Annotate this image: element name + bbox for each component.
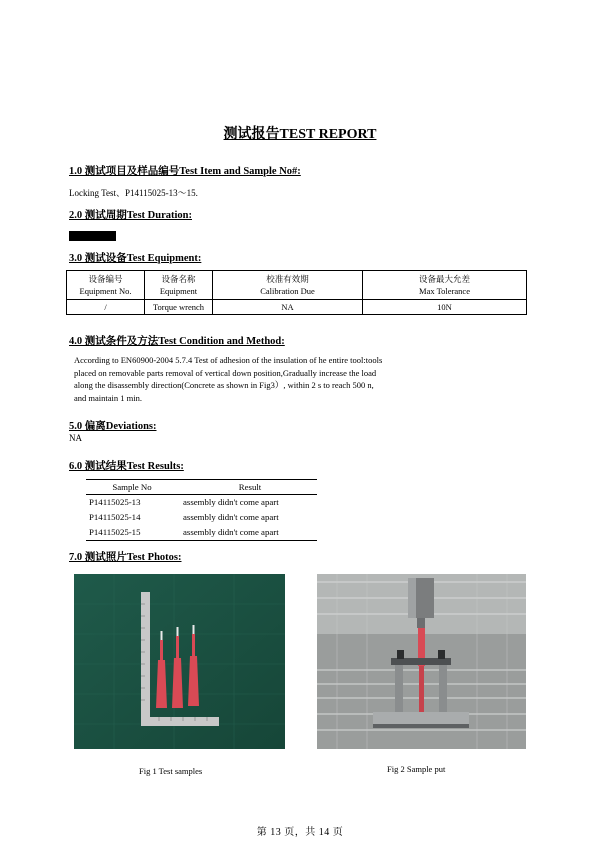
method-line: According to EN60900-2004 5.7.4 Test of adhesion of the insulation of he entire tool:tools xyxy=(74,355,383,365)
fig2-caption: Fig 2 Sample put xyxy=(387,764,446,774)
header-cell xyxy=(67,271,145,300)
header-en: Calibration Due xyxy=(260,286,315,296)
method-line: along the disassembly direction(Concrete as shown in Fig3）, within 2 s to reach 500 n, xyxy=(74,380,374,390)
results-table xyxy=(86,479,317,541)
page-number: 第 13 页，共 14 页 xyxy=(256,827,344,838)
results-header xyxy=(86,480,317,495)
test-samples-photo-image xyxy=(74,574,285,749)
redaction-bar xyxy=(69,231,116,241)
header-en: Equipment No. xyxy=(79,286,132,296)
equipment-table-header xyxy=(67,271,527,300)
section-2-heading: 2.0 测试周期Test Duration: xyxy=(69,210,192,221)
header-cell xyxy=(363,271,527,300)
section-3-heading: 3.0 测试设备Test Equipment: xyxy=(69,253,202,264)
equipment-table xyxy=(66,270,527,315)
result: assembly didn't come apart xyxy=(183,497,279,507)
report-title: 测试报告TEST REPORT xyxy=(223,127,377,142)
section-1-text: Locking Test、P14115025-13～15. xyxy=(69,188,198,198)
header-cn: 设备编号 xyxy=(88,274,123,284)
results-col-header: Sample No xyxy=(86,480,175,495)
header-cell xyxy=(213,271,363,300)
table-row xyxy=(86,525,317,541)
method-paragraph xyxy=(74,354,484,404)
method-line: placed on removable parts removal of vertical down position,Gradually increase the load xyxy=(74,367,377,378)
sample-no: P14115025-15 xyxy=(86,525,175,541)
section-5-text: NA xyxy=(69,433,82,443)
result: assembly didn't come apart xyxy=(175,525,317,541)
table-row xyxy=(67,300,527,315)
test-samples-photo xyxy=(74,574,285,749)
section-5-heading: 5.0 偏离Deviations: xyxy=(69,421,157,432)
fig1-caption: Fig 1 Test samples xyxy=(139,766,203,776)
header-cn: 设备最大允差 xyxy=(418,274,470,284)
method-line: and maintain 1 min. xyxy=(74,392,142,403)
sample-no: P14115025-14 xyxy=(89,512,141,522)
header-cn: 校准有效期 xyxy=(266,274,309,284)
section-7-heading: 7.0 测试照片Test Photos: xyxy=(69,552,182,563)
header-cell xyxy=(145,271,213,300)
results-col-header: Result xyxy=(175,480,317,495)
table-cell: 10N xyxy=(363,300,527,315)
sample-no: P14115025-13 xyxy=(89,497,141,507)
result: assembly didn't come apart xyxy=(183,512,279,522)
sample-put-photo-image xyxy=(317,574,526,749)
table-row xyxy=(86,495,317,511)
table-cell: / xyxy=(67,300,145,315)
header-en: Max Tolerance xyxy=(419,286,470,296)
header-en: Equipment xyxy=(159,286,198,296)
header-cn: 设备名称 xyxy=(161,274,196,284)
sample-put-photo xyxy=(317,574,526,749)
section-4-heading: 4.0 测试条件及方法Test Condition and Method: xyxy=(69,336,285,347)
table-cell: NA xyxy=(213,300,363,315)
table-cell: Torque wrench xyxy=(145,300,213,315)
section-6-heading: 6.0 测试结果Test Results: xyxy=(69,461,184,472)
table-row xyxy=(86,510,317,525)
section-1-heading: 1.0 测试项目及样品编号Test Item and Sample No#: xyxy=(69,166,301,177)
